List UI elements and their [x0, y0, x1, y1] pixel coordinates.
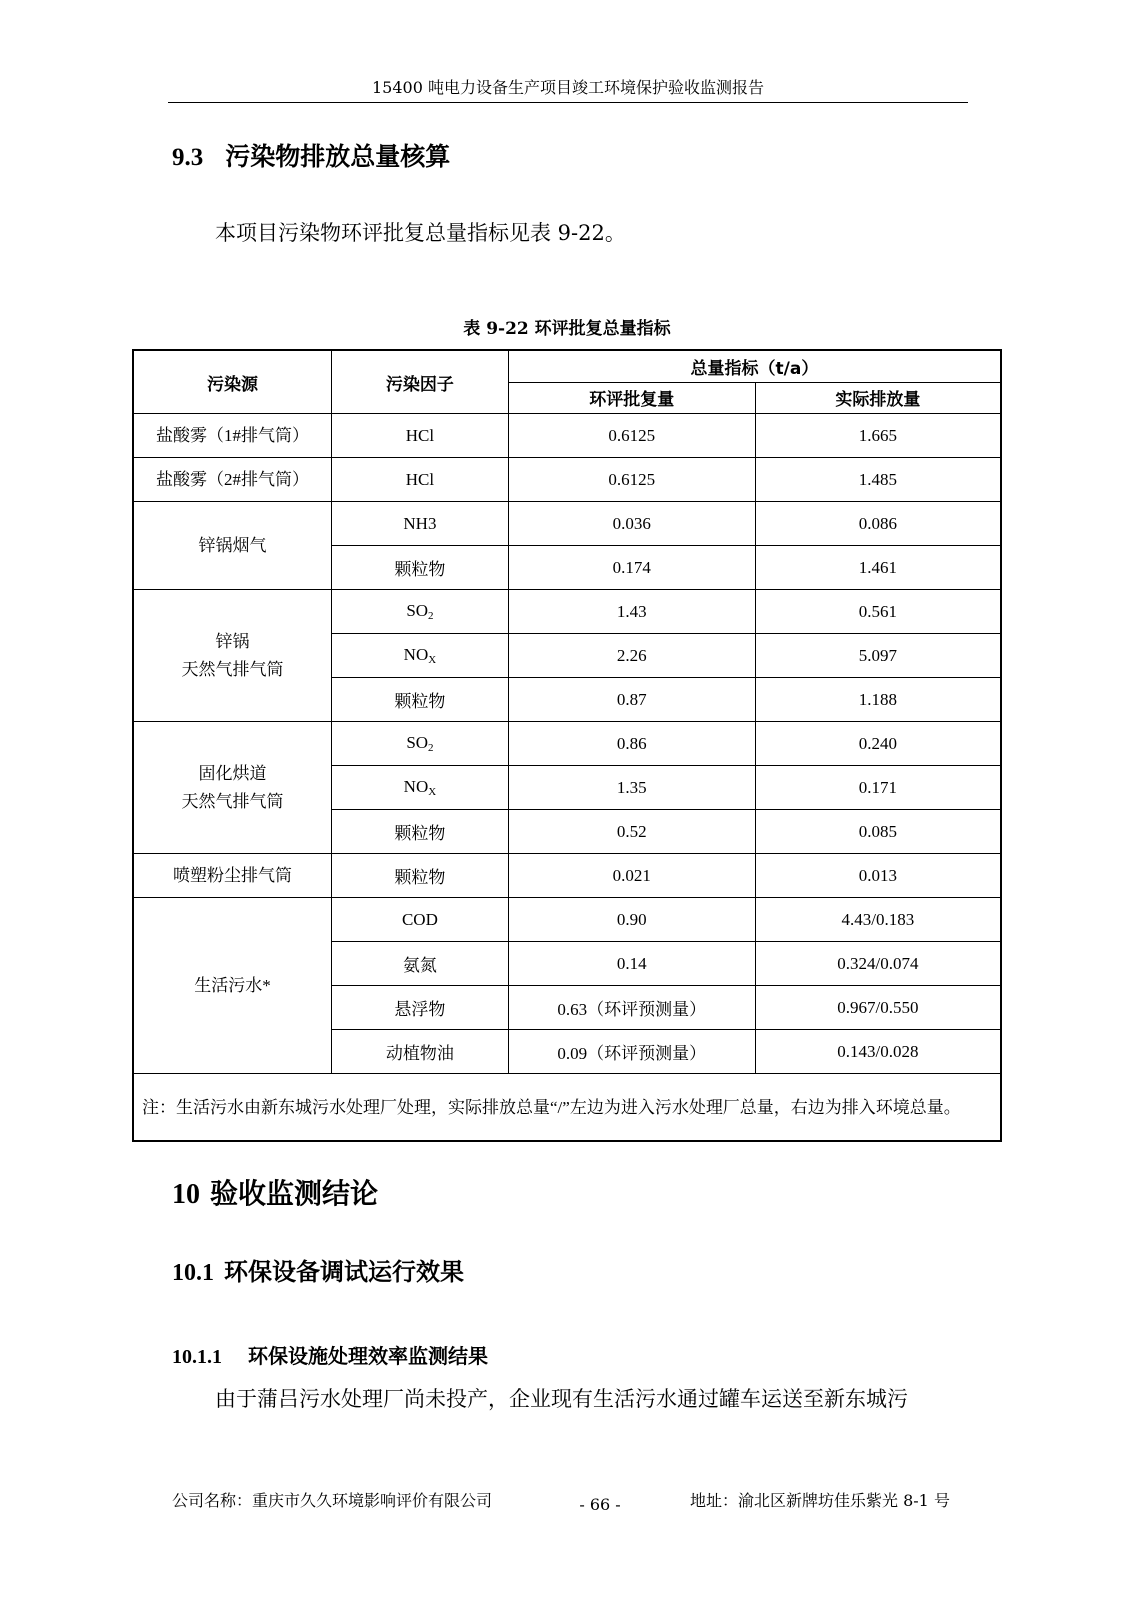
chapter-heading-10 — [172, 1176, 378, 1213]
factor-text: 颗粒物 — [394, 692, 446, 711]
factor-subscript: 2 — [428, 742, 434, 754]
source-line: 喷塑粉尘排气筒 — [172, 865, 292, 885]
section-number: 10.1 — [172, 1260, 214, 1286]
cell-approved: 0.86 — [508, 722, 755, 766]
source-line: 生活污水* — [194, 975, 271, 995]
factor-text: 颗粒物 — [394, 560, 446, 579]
source-line: 锌锅烟气 — [198, 535, 267, 555]
factor-text: NO — [403, 777, 429, 796]
cell-source — [133, 502, 331, 590]
cell-source — [133, 722, 331, 854]
cell-approved: 1.35 — [508, 766, 755, 810]
source-line: 天然气排气筒 — [181, 791, 284, 811]
cell-approved: 1.43 — [508, 590, 755, 634]
table-row — [133, 502, 1001, 546]
source-line: 盐酸雾（1#排气筒） — [155, 425, 309, 445]
body-paragraph: 由于蒲吕污水处理厂尚未投产，企业现有生活污水通过罐车运送至新东城污 — [215, 1387, 908, 1411]
cell-factor — [331, 854, 508, 898]
cell-source — [133, 854, 331, 898]
chapter-number: 10 — [172, 1179, 200, 1210]
cell-factor — [331, 942, 508, 986]
cell-actual: 1.485 — [755, 458, 1001, 502]
factor-text: NH3 — [403, 513, 437, 533]
cell-approved: 0.63（环评预测量） — [508, 986, 755, 1030]
factor-text: NO — [403, 645, 429, 664]
header-total: 总量指标（t/a） — [508, 350, 1001, 382]
table-row — [133, 590, 1001, 634]
cell-factor — [331, 634, 508, 678]
source-line: 固化烘道 — [198, 763, 267, 783]
table-row — [133, 722, 1001, 766]
cell-factor — [331, 986, 508, 1030]
factor-text: 颗粒物 — [394, 868, 446, 887]
intro-paragraph: 本项目污染物环评批复总量指标见表 9-22。 — [215, 221, 626, 245]
cell-source — [133, 898, 331, 1074]
cell-factor — [331, 458, 508, 502]
cell-actual: 1.188 — [755, 678, 1001, 722]
cell-approved: 0.036 — [508, 502, 755, 546]
header-factor: 污染因子 — [331, 350, 508, 414]
table-row — [133, 898, 1001, 942]
footer-address: 地址：渝北区新牌坊佳乐紫光 8-1 号 — [690, 1491, 950, 1510]
table-body — [133, 414, 1001, 1074]
cell-source — [133, 414, 331, 458]
cell-actual: 0.240 — [755, 722, 1001, 766]
cell-factor — [331, 678, 508, 722]
section-title: 环保设备调试运行效果 — [224, 1258, 464, 1286]
cell-actual: 0.085 — [755, 810, 1001, 854]
source-line: 锌锅 — [215, 631, 250, 651]
chapter-title: 验收监测结论 — [210, 1177, 379, 1210]
header-approved: 环评批复量 — [508, 382, 755, 414]
header-source: 污染源 — [133, 350, 331, 414]
cell-actual: 0.013 — [755, 854, 1001, 898]
table-note: 注：生活污水由新东城污水处理厂处理，实际排放总量“/”左边为进入污水处理厂总量，右边为排入环境总量。 — [133, 1074, 1001, 1142]
page-header: 15400 吨电力设备生产项目竣工环境保护验收监测报告 — [372, 78, 764, 97]
factor-text: SO — [406, 601, 429, 620]
factor-text: 颗粒物 — [394, 824, 446, 843]
header-actual: 实际排放量 — [755, 382, 1001, 414]
cell-actual: 0.967/0.550 — [755, 986, 1001, 1030]
cell-approved: 0.52 — [508, 810, 755, 854]
table-row — [133, 458, 1001, 502]
header-rule — [168, 102, 968, 103]
table-row — [133, 854, 1001, 898]
factor-text: HCl — [405, 425, 435, 445]
cell-actual: 0.086 — [755, 502, 1001, 546]
factor-text: HCl — [405, 469, 435, 489]
cell-factor — [331, 898, 508, 942]
cell-factor — [331, 502, 508, 546]
cell-factor — [331, 766, 508, 810]
page-number: - 66 - — [579, 1495, 621, 1514]
cell-actual: 1.461 — [755, 546, 1001, 590]
cell-factor — [331, 546, 508, 590]
factor-subscript: X — [428, 786, 437, 798]
cell-actual: 0.171 — [755, 766, 1001, 810]
factor-subscript: 2 — [428, 610, 434, 622]
factor-text: 动植物油 — [385, 1044, 454, 1063]
cell-source — [133, 590, 331, 722]
cell-factor — [331, 1030, 508, 1074]
cell-approved: 0.87 — [508, 678, 755, 722]
section-number: 9.3 — [172, 144, 204, 171]
cell-approved: 0.09（环评预测量） — [508, 1030, 755, 1074]
factor-text: 悬浮物 — [394, 1000, 446, 1019]
source-line: 天然气排气筒 — [181, 659, 284, 679]
cell-actual: 0.324/0.074 — [755, 942, 1001, 986]
emission-total-table — [132, 349, 1002, 1142]
cell-actual: 1.665 — [755, 414, 1001, 458]
factor-text: 氨氮 — [402, 956, 437, 975]
table-row — [133, 414, 1001, 458]
cell-factor — [331, 414, 508, 458]
table-caption: 表 9-22 环评批复总量指标 — [463, 319, 671, 339]
cell-approved: 0.90 — [508, 898, 755, 942]
cell-actual: 0.143/0.028 — [755, 1030, 1001, 1074]
cell-approved: 2.26 — [508, 634, 755, 678]
subsection-heading-10-1-1 — [172, 1342, 488, 1371]
factor-subscript: X — [428, 654, 437, 666]
subsection-number: 10.1.1 — [172, 1346, 222, 1368]
cell-approved: 0.6125 — [508, 414, 755, 458]
cell-actual: 0.561 — [755, 590, 1001, 634]
factor-text: SO — [406, 733, 429, 752]
cell-approved: 0.174 — [508, 546, 755, 590]
cell-factor — [331, 722, 508, 766]
cell-actual: 5.097 — [755, 634, 1001, 678]
section-title: 污染物排放总量核算 — [225, 142, 451, 171]
footer-company: 公司名称：重庆市久久环境影响评价有限公司 — [172, 1491, 493, 1510]
cell-approved: 0.14 — [508, 942, 755, 986]
cell-actual: 4.43/0.183 — [755, 898, 1001, 942]
subsection-title: 环保设施处理效率监测结果 — [248, 1344, 488, 1368]
section-heading-9-3 — [172, 140, 450, 175]
section-heading-10-1 — [172, 1256, 464, 1289]
cell-approved: 0.021 — [508, 854, 755, 898]
cell-approved: 0.6125 — [508, 458, 755, 502]
cell-factor — [331, 810, 508, 854]
source-line: 盐酸雾（2#排气筒） — [155, 469, 309, 489]
factor-text: COD — [401, 909, 438, 929]
cell-source — [133, 458, 331, 502]
cell-factor — [331, 590, 508, 634]
